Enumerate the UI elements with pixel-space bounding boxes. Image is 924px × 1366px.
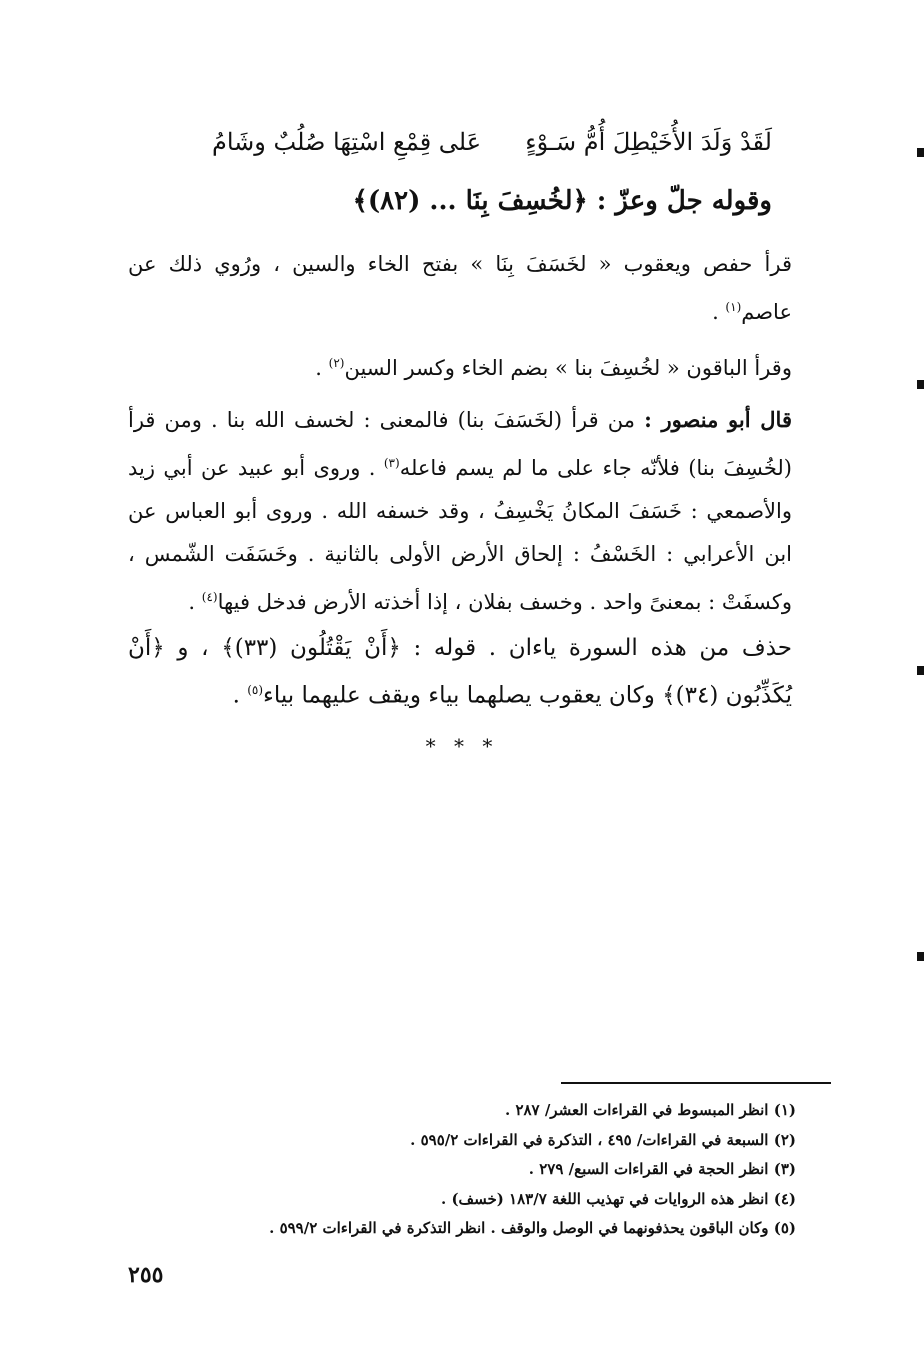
paragraph-end: . (232, 682, 248, 709)
poetry-verse (212, 128, 772, 156)
paragraph-end: . (315, 356, 329, 380)
binding-mark (917, 952, 924, 961)
paragraph-end: . (712, 300, 726, 324)
verse-second-hemistich: عَلى قِمْعِ اسْتِهَا صُلُبٌ وشَامُ (212, 128, 482, 156)
footnote-number: (٤) (773, 1189, 796, 1208)
paragraph-hafs-yaqub (128, 243, 792, 334)
footnote-divider (561, 1082, 831, 1084)
footnote-ref: (٣) (383, 456, 400, 470)
paragraph-omitted-yaa (128, 627, 792, 717)
footnote-item (136, 1096, 796, 1126)
footnote-item (136, 1155, 796, 1185)
footnote-text: وكان الباقون يحذفونهما في الوصل والوقف . انظر التذكرة في القراءات ٥٩٩/٢ . (269, 1219, 769, 1237)
footnote-item (136, 1185, 796, 1215)
paragraph-end: . (188, 590, 202, 614)
quran-verse-heading: وقوله جلّ وعزّ : ﴿لخُسِفَ بِنَا ... (٨٢)﴾ (352, 186, 772, 216)
footnote-ref: (٤) (201, 590, 218, 604)
binding-mark (917, 666, 924, 675)
paragraph-text: من قرأ (لخَسَفَ بنا) فالمعنى : لخسف الله بنا . ومن قرأ (لخُسِفَ بنا) فلأنّه جاء على ما لم يسم فاعله (128, 408, 792, 480)
binding-mark (917, 380, 924, 389)
paragraph-text: وقرأ الباقون « لخُسِفَ بنا » بضم الخاء وكسر السين (344, 356, 792, 380)
footnote-number: (٥) (773, 1219, 796, 1237)
footnote-item (136, 1126, 796, 1156)
paragraph-abu-mansur (128, 398, 792, 624)
paragraph-text: قرأ حفص ويعقوب « لخَسَفَ بِنَا » بفتح الخاء والسين ، ورُوي ذلك عن عاصم (128, 252, 792, 324)
footnote-item (136, 1214, 796, 1244)
verse-first-hemistich: لَقَدْ وَلَدَ الأُخَيْطِلَ أُمُّ سَـوْءٍ (525, 128, 772, 156)
footnote-ref: (٥) (247, 683, 264, 697)
section-separator: * * * (425, 734, 499, 758)
footnote-text: انظر الحجة في القراءات السبع/ ٢٧٩ . (528, 1160, 769, 1178)
paragraph-text: حذف من هذه السورة ياءان . قوله : ﴿أَنْ يَقْتُلُون (٣٣)﴾ ، و ﴿أَنْ يُكَذِّبُون (٣٤)﴾ وكان يعقوب يصلهما بياء ويقف عليهما بياء (128, 635, 792, 709)
footnote-text: انظر المبسوط في القراءات العشر/ ٢٨٧ . (504, 1101, 769, 1119)
footnote-text: السبعة في القراءات/ ٤٩٥ ، التذكرة في القراءات ٥٩٥/٢ . (410, 1130, 769, 1149)
footnotes (136, 1096, 796, 1244)
footnote-ref: (٢) (328, 356, 345, 370)
footnote-text: انظر هذه الروايات في تهذيب اللغة ١٨٣/٧ (خسف) . (441, 1189, 769, 1208)
paragraph-text: . وروى أبو عبيد عن أبي زيد والأصمعي : خَسَفَ المكانُ يَخْسِفُ ، وقد خسفه الله . وروى أبو العباس عن ابن الأعرابي : الخَسْفُ : إلحاق الأرض الأولى بالثانية . وخَسَفَت الشّمس ، وكسفَتْ : بمعنىً واحد . وخسف بفلان ، إذا أخذته الأرض فدخل فيها (128, 456, 792, 614)
page-number: ٢٥٥ (128, 1262, 164, 1288)
binding-mark (917, 148, 924, 157)
footnote-number: (١) (773, 1101, 796, 1119)
footnote-number: (٣) (773, 1160, 796, 1178)
paragraph-baqun (128, 342, 792, 390)
footnote-ref: (١) (725, 300, 742, 314)
paragraph-lead: قال أبو منصور : (644, 407, 792, 432)
footnote-number: (٢) (773, 1130, 796, 1149)
